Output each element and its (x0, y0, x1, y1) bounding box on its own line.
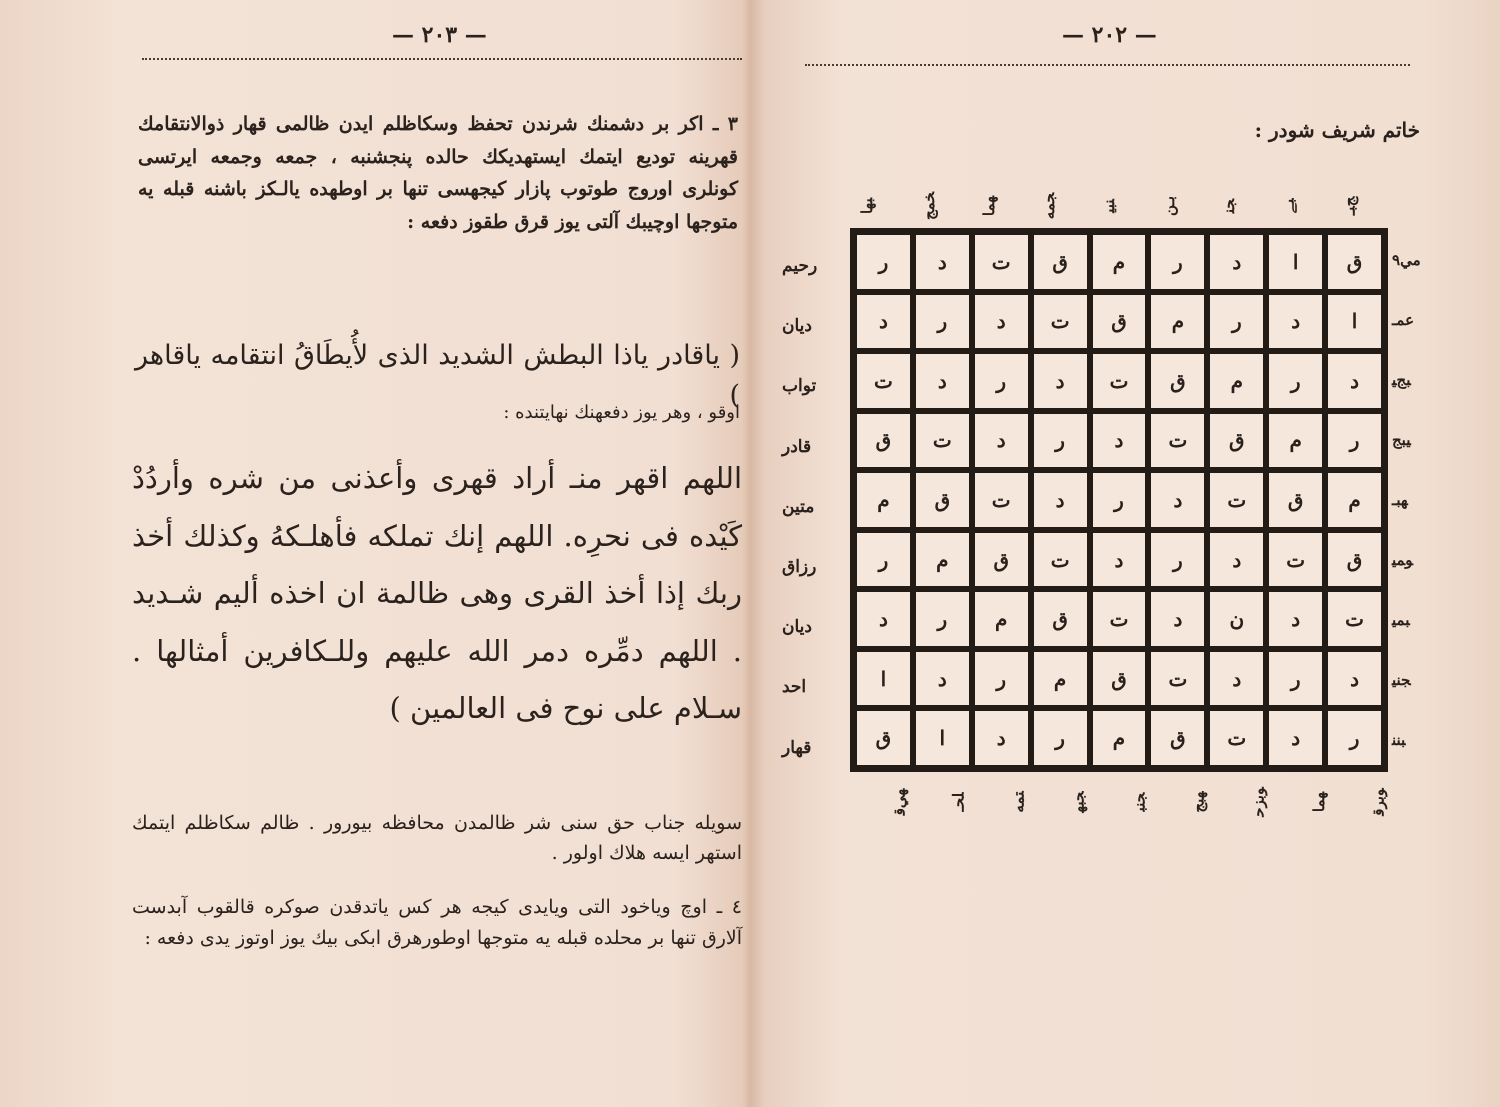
grid-cell: ا (1325, 292, 1384, 352)
grid-cell: ر (1090, 470, 1149, 530)
grid-cell: ق (1148, 708, 1207, 768)
grid-cell: د (1148, 589, 1207, 649)
grid-cell: ق (913, 470, 972, 530)
sigil-mark: ﺞﺒـ (1339, 196, 1358, 216)
grid-cell: ر (972, 351, 1031, 411)
sigil-mark: ﻋﻤـ (1392, 311, 1415, 329)
grid-cell: ت (1325, 589, 1384, 649)
grid-cell: د (1148, 470, 1207, 530)
grid-cell: م (913, 530, 972, 590)
row-label: احد (782, 677, 807, 698)
note-text: سويله جناب حق سنى شر ظالمدن محافظه بيورور . ظالم سكاظلم ايتمك استهر ايسه هلاك اولور . (132, 812, 742, 864)
sigil-mark: ﻬﺒﺞ (1190, 791, 1208, 813)
sigil-mark: ﺘﻤﻪ (1010, 791, 1028, 813)
grid-cell: ر (913, 589, 972, 649)
grid-cell: د (854, 292, 913, 352)
grid-cell: د (1266, 292, 1325, 352)
grid-cell: ق (1090, 649, 1149, 709)
grid-cell: د (913, 649, 972, 709)
row-label: قهار (782, 737, 812, 758)
grid-cell: ر (1325, 708, 1384, 768)
grid-cell: ر (1031, 708, 1090, 768)
page-number: — ٢٠٣ — (392, 22, 487, 48)
grid-cell: ت (1090, 589, 1149, 649)
row-label: متين (782, 496, 815, 517)
grid-cell: ن (1207, 589, 1266, 649)
sigil-mark: ﻮﺑﺰﺣ (1249, 787, 1268, 817)
grid-cell: ت (854, 351, 913, 411)
grid-cell: ت (1090, 351, 1149, 411)
grid-cell: ق (1207, 411, 1266, 471)
grid-cell: د (1090, 530, 1149, 590)
grid-cell: ق (1325, 232, 1384, 292)
sigil-mark: ﺒﻬﺎ (857, 197, 876, 215)
grid-title: خاتم شريف شودر : (1254, 118, 1420, 142)
grid-cell: م (854, 470, 913, 530)
paragraph-3: ٣ ـ اكر بر دشمنك شرندن تحفظ وسكاظلم ايدن ظالمى قهار ذوالانتقامك قهرينه توديع ايتمك ايستهديكك حالده پنجشنبه ، جمعه وجمعه ايرتسى كونلرى اوروج طوتوب پازار كيجهسى تنها بر اوطهده يالـكز باشنه قبله يه متوجها اوچيبك آلتى يوز قرق طقوز دفعه : (138, 113, 738, 233)
sigil-mark: ﻣﻲ٩ (1392, 251, 1421, 269)
grid-cell: ت (1207, 470, 1266, 530)
row-label: تواب (782, 376, 817, 397)
grid-cell: ا (854, 649, 913, 709)
grid-cell: د (972, 411, 1031, 471)
sigil-mark: ﺒﻤﻴ (1392, 611, 1410, 629)
instruction-text: اوقو ، وهر يوز دفعهنك نهايتنده : (503, 402, 740, 423)
grid-cell: ر (1148, 530, 1207, 590)
grid-cell: ق (972, 530, 1031, 590)
sigil-mark: ﺠﺒﻬ (1070, 791, 1088, 813)
grid-cell: د (1031, 470, 1090, 530)
header-rule (805, 64, 1410, 66)
grid-cell: ت (972, 470, 1031, 530)
magic-square-grid (850, 228, 1388, 772)
grid-cell: ر (1325, 411, 1384, 471)
grid-cell: ر (854, 530, 913, 590)
grid-cell: ق (1325, 530, 1384, 590)
sigil-mark: ﻬﻲﻗ (890, 788, 908, 816)
grid-cell: م (1148, 292, 1207, 352)
grid-cell: ق (1266, 470, 1325, 530)
grid-cell: م (1207, 351, 1266, 411)
grid-cell: ق (854, 411, 913, 471)
sigil-mark: ﻬﻤﺎ (1310, 791, 1328, 813)
grid-cell: د (1090, 411, 1149, 471)
row-label: رزاق (782, 557, 817, 578)
grid-cell: ر (972, 649, 1031, 709)
paragraph-4: ٤ ـ اوچ وياخود التى ويايدى كيجه هر كس ياتدقدن صوكره قالقوب آبدست آلارق تنها بر محلده قبله يه متوجها اوطورهرق ابكى بيك يوز اوتوز يدى دفعه : (132, 896, 742, 949)
grid-cell: ت (1031, 530, 1090, 590)
row-label: ديان (782, 617, 812, 638)
sigil-mark: ﺑـﻦ (1160, 196, 1178, 216)
grid-cell: د (1207, 232, 1266, 292)
grid-cell: م (1090, 232, 1149, 292)
page-number: — ٢٠٢ — (1062, 22, 1157, 48)
grid-cell: ا (913, 708, 972, 768)
sigil-mark: ﺠﻨ (1220, 198, 1238, 214)
grid-cell: د (913, 351, 972, 411)
sigil-mark: ﻮﻤﻴ (1392, 551, 1413, 569)
row-labels (782, 236, 846, 778)
grid-cell: ر (1031, 411, 1090, 471)
sigil-mark: ﺒﮯ (1280, 198, 1298, 214)
sigil-mark: ﻨﺒﻴ (1100, 199, 1118, 213)
row-label: ديان (782, 316, 812, 337)
grid-cell: د (1207, 530, 1266, 590)
grid-cell: ق (1090, 292, 1149, 352)
grid-cell: ر (1148, 232, 1207, 292)
grid-cell: ت (913, 411, 972, 471)
grid-cell: ق (1031, 589, 1090, 649)
grid-cell: ت (1207, 708, 1266, 768)
grid-cell: ر (1266, 351, 1325, 411)
sigil-mark: ﻮﺑﺮﻗ (1370, 788, 1388, 816)
grid-cell: ر (913, 292, 972, 352)
right-page (750, 0, 1500, 1107)
sigil-mark: ﻬﻤﺎ (980, 195, 998, 217)
grid-cell: د (854, 589, 913, 649)
grid-cell: ت (972, 232, 1031, 292)
sigil-mark: ﺠﻨﺒ (1130, 792, 1148, 812)
grid-cell: م (1090, 708, 1149, 768)
grid-cell: د (1266, 708, 1325, 768)
sigil-mark: ﺒﻨﻨ (1392, 731, 1406, 749)
grid-cell: د (1325, 351, 1384, 411)
grid-cell: م (1266, 411, 1325, 471)
grid-cell: م (972, 589, 1031, 649)
grid-cell: د (1325, 649, 1384, 709)
grid-cell: ق (1031, 232, 1090, 292)
grid-cell: م (1325, 470, 1384, 530)
row-label: رحيم (782, 256, 818, 277)
sigil-mark: ﻴﺒﺞ (1392, 431, 1411, 449)
grid-cell: د (1207, 649, 1266, 709)
sigil-mark: ﺨﻤﺞ (919, 191, 938, 221)
grid-cell: ت (1148, 411, 1207, 471)
grid-cell: د (972, 708, 1031, 768)
header-rule (142, 58, 742, 60)
sigil-mark: ﻬﺒـ (1392, 491, 1408, 509)
grid-cell: د (913, 232, 972, 292)
grid-cell: ت (1266, 530, 1325, 590)
grid-cell: د (1031, 351, 1090, 411)
sigil-mark: ﺒﺞﻴ (1392, 371, 1411, 389)
sigil-mark: ﻠﺤـ (949, 792, 968, 812)
grid-cell: د (972, 292, 1031, 352)
sigil-mark: ﺠﻨﻴ (1392, 671, 1411, 689)
grid-cell: ق (854, 708, 913, 768)
grid-cell: ق (1148, 351, 1207, 411)
dua-text: اللهم اقهر منـ أراد قهرى وأعذنى من شره وأردُدْ كَيْده فى نحرِه. اللهم إنك تملكه فأهلـكهُ وكذلك أخذ ربك إذا أخذ القرى وهى ظالمة ان اخذه أليم شـديد . اللهم دمِّره دمر الله عليهم وللـكافرين أمثالها . سـلام على نوح فى العالمين ) (132, 461, 742, 725)
grid-cell: ر (1266, 649, 1325, 709)
grid-cell: ت (1031, 292, 1090, 352)
sigil-mark: ﺠﻤﻪ (1040, 192, 1058, 220)
grid-cell: د (1266, 589, 1325, 649)
row-label: قادر (782, 436, 812, 457)
grid-cell: م (1031, 649, 1090, 709)
grid-cell: ت (1148, 649, 1207, 709)
grid-cell: ر (1207, 292, 1266, 352)
grid-cell: ر (854, 232, 913, 292)
prayer-formula: ( ياقادر ياذا البطش الشديد الذى لأُيطَاقُ انتقامه ياقاهر ) (135, 340, 740, 411)
grid-cell: ا (1266, 232, 1325, 292)
